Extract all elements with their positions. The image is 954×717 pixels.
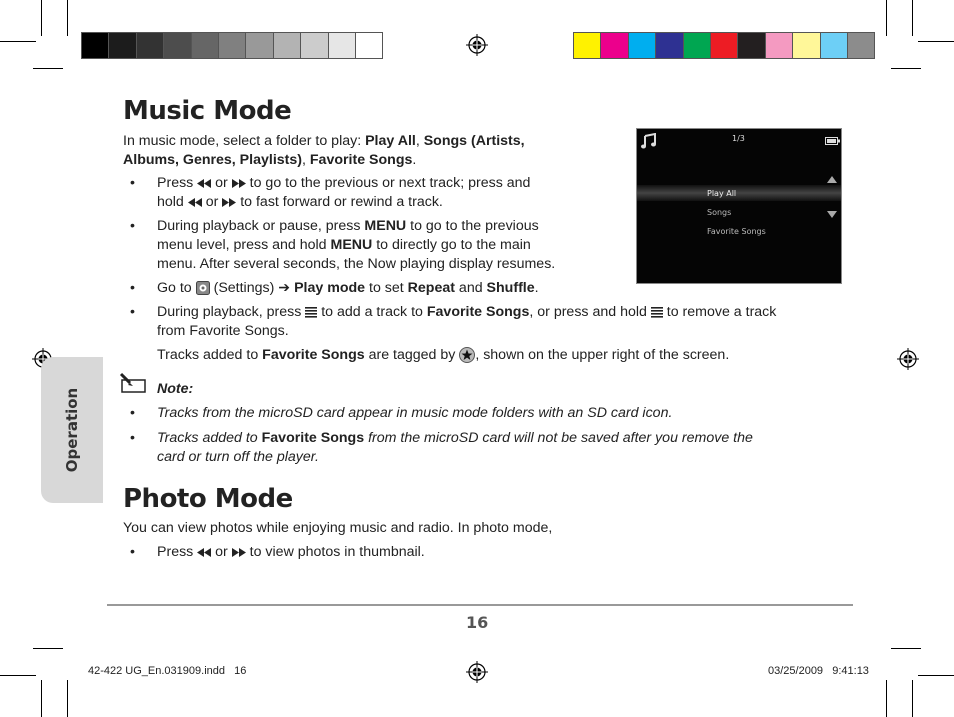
- crop-mark: [918, 41, 954, 42]
- color-swatch: [600, 32, 628, 59]
- screen-counter: 1/3: [732, 134, 745, 143]
- music-intro: In music mode, select a folder to play: Play All, Songs (Artists, Albums, Genres, Playlists), Favorite Songs.: [123, 133, 525, 168]
- registration-mark-icon: [466, 661, 488, 683]
- crop-mark: [912, 680, 913, 717]
- crop-mark: [891, 68, 921, 69]
- slug-date-time: 03/25/2009 9:41:13: [768, 665, 869, 677]
- rewind-icon: [188, 198, 202, 207]
- crop-mark: [886, 680, 887, 717]
- crop-mark: [67, 0, 68, 36]
- settings-gear-icon: [196, 281, 210, 295]
- crop-mark: [33, 648, 63, 649]
- slug-file-info: 42-422 UG_En.031909.indd 16: [88, 665, 247, 677]
- registration-mark-icon: [466, 34, 488, 56]
- color-swatch: [108, 32, 136, 59]
- crop-mark: [41, 0, 42, 36]
- star-badge-icon: [459, 347, 475, 363]
- color-swatch: [737, 32, 765, 59]
- rewind-icon: [197, 179, 211, 188]
- music-mode-heading: Music Mode: [123, 96, 292, 126]
- color-swatch: [81, 32, 109, 59]
- color-swatch: [710, 32, 738, 59]
- bullet-previous-next: • Press or to go to the previous or next track; press and hold or to fast forward or rewind a track.: [130, 175, 531, 210]
- crop-mark: [0, 675, 36, 676]
- note-pencil-icon: [119, 372, 147, 394]
- favorite-tag-text: Tracks added to Favorite Songs are tagged by , shown on the upper right of the screen.: [157, 347, 730, 363]
- crop-mark: [918, 675, 954, 676]
- crop-mark: [0, 41, 36, 42]
- photo-mode-heading: Photo Mode: [123, 484, 293, 514]
- bullet-favorite: • During playback, press to add a track to Favorite Songs, or press and hold to remove a track from Favorite Songs.: [130, 304, 777, 339]
- device-screen-image: [636, 128, 842, 284]
- crop-mark: [912, 0, 913, 36]
- registration-mark-icon: [897, 348, 919, 370]
- bullet-menu: • During playback or pause, press MENU to go to the previous menu level, press and hold MENU to directly go to the main menu. After several seconds, the Now playing display resumes.: [130, 218, 556, 272]
- color-swatch: [300, 32, 328, 59]
- fast-forward-icon: [232, 548, 246, 557]
- color-swatch: [847, 32, 875, 59]
- note-label: Note:: [157, 381, 194, 397]
- color-swatch: [191, 32, 219, 59]
- color-swatch: [328, 32, 356, 59]
- color-swatch: [573, 32, 601, 59]
- color-swatch: [163, 32, 191, 59]
- color-swatch: [136, 32, 164, 59]
- screen-item: Favorite Songs: [707, 227, 766, 236]
- menu-list-icon: [651, 307, 663, 318]
- crop-mark: [891, 648, 921, 649]
- crop-mark: [33, 68, 63, 69]
- fast-forward-icon: [232, 179, 246, 188]
- side-tab: [41, 357, 103, 503]
- color-swatch: [628, 32, 656, 59]
- color-swatch: [820, 32, 848, 59]
- note-item-microsd: • Tracks from the microSD card appear in music mode folders with an SD card icon.: [130, 405, 673, 421]
- color-swatch: [683, 32, 711, 59]
- rewind-icon: [197, 548, 211, 557]
- note-item-favorite: • Tracks added to Favorite Songs from the microSD card will not be saved after you remove the card or turn off the player.: [130, 430, 753, 465]
- color-swatch: [245, 32, 273, 59]
- page-number: 16: [466, 613, 489, 632]
- bullet-settings: • Go to (Settings) ➔ Play mode to set Repeat and Shuffle.: [130, 280, 539, 296]
- color-swatch: [655, 32, 683, 59]
- music-note-icon: [641, 133, 656, 149]
- scroll-down-icon: [827, 211, 837, 218]
- color-swatch: [218, 32, 246, 59]
- photo-intro: You can view photos while enjoying music and radio. In photo mode,: [123, 520, 553, 536]
- battery-icon: [825, 137, 840, 145]
- color-swatch: [792, 32, 820, 59]
- scroll-up-icon: [827, 176, 837, 183]
- crop-mark: [67, 680, 68, 717]
- screen-item: Songs: [707, 208, 732, 217]
- screen-selection-highlight: [637, 185, 841, 201]
- color-swatch: [765, 32, 793, 59]
- bullet-photo-thumbnail: • Press or to view photos in thumbnail.: [130, 544, 425, 560]
- crop-mark: [886, 0, 887, 36]
- menu-list-icon: [305, 307, 317, 318]
- fast-forward-icon: [222, 198, 236, 207]
- crop-mark: [41, 680, 42, 717]
- color-swatch: [273, 32, 301, 59]
- color-swatch: [355, 32, 383, 59]
- screen-item: Play All: [707, 189, 737, 198]
- footer-divider: [107, 604, 853, 606]
- side-tab-label: Operation: [63, 387, 81, 473]
